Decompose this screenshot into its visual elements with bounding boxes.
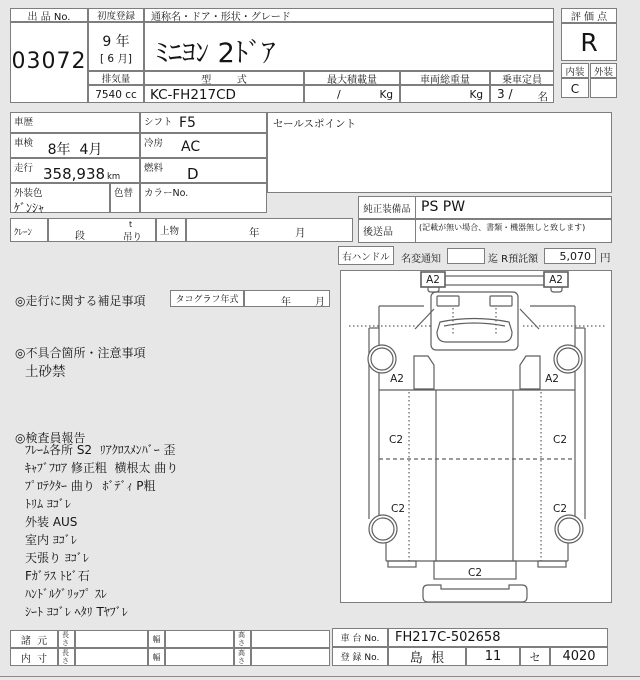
gross-weight-label: 車両総重量 (420, 74, 470, 86)
inspector-line: ﾊﾝﾄﾞﾙｸﾞﾘｯﾌﾟ ｽﾚ (25, 587, 107, 601)
inner-height-value (251, 648, 330, 666)
reg-class-value: 11 (484, 649, 502, 664)
chassis-box (388, 628, 608, 647)
inner-width-value (165, 648, 234, 666)
tachograph-box (244, 290, 330, 307)
displacement-box (88, 85, 144, 103)
gross-weight-box (400, 85, 490, 103)
max-load-label: 最大積載量 (327, 74, 377, 86)
damage-diagram-box (340, 270, 612, 603)
history-cell (10, 112, 140, 133)
later-items-label: 後送品 (363, 227, 393, 238)
capacity-box (490, 85, 554, 103)
max-load-header (304, 71, 400, 85)
lot-no-value: 03072 (11, 49, 87, 74)
color-no-cell (140, 183, 267, 213)
uwamono-label: 上物 (160, 226, 180, 237)
history-label: 車歴 (14, 117, 34, 128)
first-reg-label: 初度登録 (96, 11, 135, 22)
equipment-header (358, 196, 416, 219)
inspector-report (25, 441, 178, 621)
dims-height-header (234, 630, 251, 648)
deposit-value: 5,070 (559, 250, 591, 263)
repaint-cell (110, 183, 140, 213)
grade-box (561, 23, 617, 61)
later-items-box (415, 219, 612, 243)
fuel-cell (140, 158, 267, 183)
crane-tsuri-label: 吊り (123, 232, 143, 243)
lot-no-box (10, 22, 88, 103)
inner-height-label: 高さ (238, 649, 245, 665)
chassis-label: 車 台 No. (340, 634, 380, 644)
max-load-slash: / (337, 88, 341, 101)
interior-box (561, 78, 589, 98)
front-left-wheel-label: A2 (390, 373, 404, 385)
vehicle-name-box (144, 22, 554, 71)
crane-dan-label: 段 (75, 231, 85, 242)
first-reg-month: [ 6 月] (99, 53, 133, 65)
displacement-header (88, 71, 144, 85)
gross-weight-unit: Kg (469, 89, 483, 101)
exterior-label: 外装 (593, 66, 613, 78)
mileage-cell (10, 158, 140, 183)
sales-point-box (267, 112, 612, 193)
dims-width-label: 幅 (152, 634, 161, 644)
name-change-field (447, 248, 485, 264)
vehicle-name-label: 通称名・ドア・形状・グレード (151, 11, 291, 23)
vehicle-name-header (144, 8, 554, 22)
inner-width-header (148, 648, 165, 666)
rear-right-label: C2 (552, 503, 568, 515)
inspector-line: ｼｰﾄ ﾖｺﾞﾚ ﾍﾀﾘ Tﾔﾌﾞﾚ (25, 605, 128, 619)
inspector-line: Fｶﾞﾗｽ ﾄﾋﾞ石 (25, 569, 90, 583)
truck-top-view-diagram (341, 271, 611, 602)
uwamono-month: 月 (295, 227, 306, 239)
model-label: 型 式 (201, 74, 247, 86)
capacity-label: 乗車定員 (502, 74, 542, 86)
handle-label: 右ハンドル (342, 251, 390, 263)
inspector-line: ｷｬﾌﾞﾌﾛｱ 修正粗 横根太 曲り (25, 461, 179, 475)
model-header (144, 71, 304, 85)
crane-t-label: t (129, 220, 133, 229)
repaint-label: 色替 (114, 188, 134, 199)
interior-label: 内装 (565, 66, 585, 78)
dims-width-value (165, 630, 234, 648)
inner-height-header (234, 648, 251, 666)
sheet-bottom-rule (0, 676, 640, 677)
chassis-value: FH217C-502658 (395, 630, 501, 645)
ext-color-label: 外装色 (14, 188, 43, 199)
grade-label: 評 価 点 (570, 12, 608, 23)
inspector-label: ◎検査員報告 (15, 431, 86, 445)
mileage-note-label: ◎走行に関する補足事項 (15, 294, 146, 308)
capacity-unit: 名 (537, 91, 548, 103)
defects-label: ◎不具合箇所・注意事項 (15, 346, 146, 360)
capacity-header (490, 71, 554, 85)
color-no-label: カラーNo. (144, 188, 189, 199)
inspector-line: 天張り ﾖｺﾞﾚ (25, 551, 89, 565)
crane-cell (10, 218, 48, 242)
grade-header (561, 8, 617, 23)
first-reg-box (88, 22, 144, 71)
front-right-wheel-label: A2 (545, 373, 559, 385)
fuel-label: 燃料 (144, 163, 164, 174)
uwamono-cell (156, 218, 186, 242)
inner-length-label: 長さ (62, 649, 69, 665)
dims-length-header (58, 630, 75, 648)
fuel-value: D (187, 165, 199, 183)
mileage-value: 358,938 (43, 165, 106, 183)
equipment-box (415, 196, 612, 219)
dims-height-label: 高さ (238, 631, 245, 647)
crane-dan-cell (48, 218, 156, 242)
chassis-header (332, 628, 388, 647)
ext-color-cell (10, 183, 110, 213)
gross-weight-header (400, 71, 490, 85)
inspection-cell (10, 133, 140, 158)
tachograph-year: 年 (281, 297, 291, 308)
inner-width-label: 幅 (152, 652, 161, 662)
lot-no-header (10, 8, 88, 22)
displacement-label: 排気量 (101, 74, 131, 85)
ac-cell (140, 133, 267, 158)
dims-height-value (251, 630, 330, 648)
later-items-header (358, 219, 416, 243)
dims-length-value (75, 630, 148, 648)
dims-label: 諸 元 (20, 635, 48, 647)
mileage-label: 走行 (14, 163, 34, 174)
inspector-line: 外装 AUS (25, 515, 78, 529)
reg-area-value: 島 根 (409, 651, 445, 666)
uwamono-year-cell (186, 218, 353, 242)
shift-label: シフト (144, 117, 173, 128)
interior-value: C (570, 82, 580, 96)
inspector-line: ﾄﾘﾑ ﾖｺﾞﾚ (25, 497, 71, 511)
first-reg-header (88, 8, 144, 22)
inspector-line: ﾌﾚｰﾑ各所 S2 ﾘｱｸﾛｽﾒﾝﾊﾞｰ 歪 (25, 443, 176, 457)
max-load-box (304, 85, 400, 103)
dims-length-label: 長さ (62, 631, 69, 647)
name-change-label: 名変通知 (401, 254, 441, 265)
lot-no-label: 出 品 No. (27, 11, 71, 23)
front-right-tag-label: A2 (549, 274, 563, 286)
grade-value: R (580, 28, 598, 57)
inspector-line: 室内 ﾖｺﾞﾚ (25, 533, 77, 547)
dims-width-header (148, 630, 165, 648)
mileage-unit: km (107, 172, 121, 182)
reg-kana-box (520, 647, 550, 666)
ext-color-value: ｹﾞﾝｼｬ (14, 201, 45, 215)
inner-length-value (75, 648, 148, 666)
exterior-box (590, 78, 617, 98)
ac-label: 冷房 (144, 138, 164, 149)
deposit-label: 迄 R預託額 (488, 254, 539, 265)
inspection-label: 車検 (14, 138, 34, 149)
reg-area-box (388, 647, 466, 666)
tachograph-header (170, 290, 244, 307)
uwamono-year: 年 (249, 227, 260, 239)
tachograph-label: タコグラフ年式 (175, 295, 239, 305)
inspector-line: ﾌﾟﾛﾃｸﾀｰ 曲り ﾎﾞﾃﾞｨ P粗 (25, 479, 156, 493)
model-value: KC-FH217CD (150, 87, 236, 103)
shift-cell (140, 112, 267, 133)
rear-center-label: C2 (467, 567, 483, 579)
later-items-note: (記載が無い場合、書類・機器無しと致します) (419, 223, 586, 232)
tachograph-month: 月 (315, 297, 325, 308)
capacity-value: 3 / (497, 87, 513, 101)
defects-value: 土砂禁 (25, 364, 66, 380)
reg-header (332, 647, 388, 666)
displacement-value: 7540 cc (95, 89, 137, 101)
sales-point-label: セールスポイント (273, 118, 357, 130)
crane-label: ｸﾚｰﾝ (14, 228, 33, 238)
dims-row-header (10, 630, 58, 648)
equipment-label: 純正装備品 (363, 203, 411, 215)
model-box (144, 85, 304, 103)
rear-left-label: C2 (390, 503, 406, 515)
front-left-tag-label: A2 (426, 274, 440, 286)
inner-label: 内 寸 (20, 653, 48, 665)
yen-label: 円 (600, 252, 611, 264)
vehicle-name-value: ﾐﾆﾖﾝ 2ﾄﾞｱ (155, 38, 276, 69)
shift-value: F5 (179, 115, 196, 131)
first-reg-year: 9 年 (102, 34, 130, 50)
max-load-unit: Kg (379, 89, 393, 101)
equipment-value: PS PW (421, 199, 466, 215)
reg-number-box (550, 647, 608, 666)
exterior-header (590, 63, 617, 78)
reg-kana-value: セ (529, 650, 541, 664)
interior-header (561, 63, 589, 78)
reg-class-box (466, 647, 520, 666)
mid-left-label: C2 (388, 434, 404, 446)
inspection-value: 8年 4月 (47, 142, 103, 158)
handle-box (338, 246, 394, 265)
inner-length-header (58, 648, 75, 666)
ac-value: AC (181, 139, 201, 155)
inner-row-header (10, 648, 58, 666)
deposit-field (544, 248, 596, 264)
reg-label: 登 録 No. (340, 653, 380, 663)
reg-number-value: 4020 (562, 649, 596, 664)
mid-right-label: C2 (552, 434, 568, 446)
